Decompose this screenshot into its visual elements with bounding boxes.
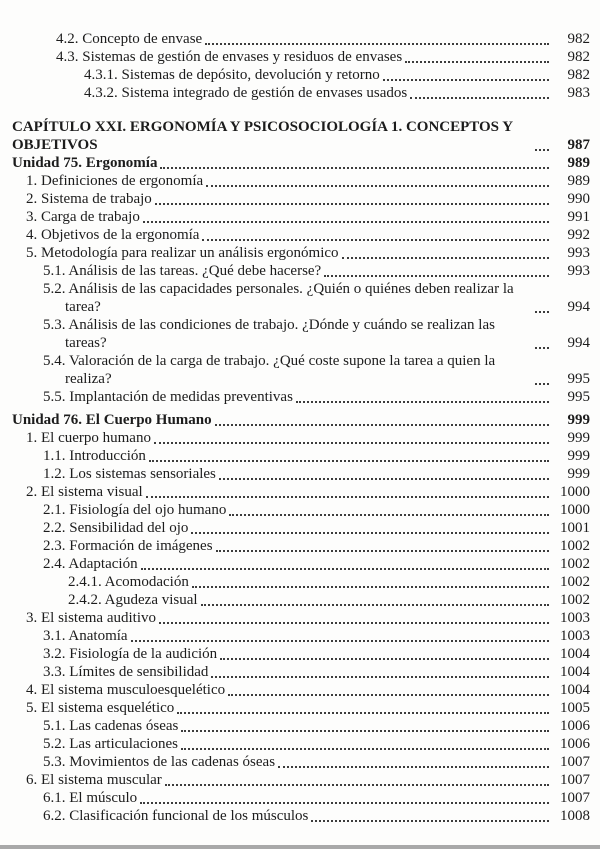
dot-leader (296, 401, 549, 403)
toc-entry (12, 573, 590, 591)
toc-entry (12, 483, 590, 501)
toc-entry-label: 4.3.2. Sistema integrado de gestión de envases usados (84, 85, 408, 101)
dot-leader (219, 478, 549, 480)
toc-entry-label: 2. El sistema visual (26, 484, 143, 500)
toc-entry (12, 84, 590, 102)
dot-leader (206, 185, 549, 187)
dot-leader (410, 97, 549, 99)
toc-entry (12, 447, 590, 465)
toc-entry-page-number: 1007 (560, 772, 590, 788)
toc-entry (12, 807, 590, 825)
dot-leader (220, 658, 549, 660)
toc-entry (12, 663, 590, 681)
toc-entry-label: 5.2. Las articulaciones (43, 736, 178, 752)
toc-entry-page-number: 991 (567, 209, 590, 225)
toc-entry (12, 262, 590, 280)
toc-entry-label: 1.1. Introducción (43, 448, 146, 464)
toc-entry-page-number: 1003 (560, 610, 590, 626)
dot-leader (181, 748, 549, 750)
dot-leader (146, 496, 549, 498)
toc-entry-label: CAPÍTULO XXI. ERGONOMÍA Y PSICOSOCIOLOGÍA 1. CONCEPTOS Y OBJETIVOS (12, 119, 513, 153)
toc-entry-page-number: 1008 (560, 808, 590, 824)
toc-entry (12, 66, 590, 84)
toc-entry (12, 208, 590, 226)
dot-leader (229, 514, 549, 516)
toc-entry-page-number: 994 (567, 299, 590, 315)
toc-entry-page-number: 1001 (560, 520, 590, 536)
toc-entry (12, 771, 590, 789)
toc-entry-page-number: 1002 (560, 574, 590, 590)
dot-leader (383, 79, 549, 81)
toc-entry-page-number: 1002 (560, 592, 590, 608)
toc-entry (12, 154, 590, 172)
toc-entry (12, 30, 590, 48)
toc-entry-page-number: 999 (567, 412, 590, 428)
dot-leader (131, 640, 549, 642)
toc-entry-label: 6. El sistema muscular (26, 772, 162, 788)
toc-entry (12, 591, 590, 609)
dot-leader (535, 149, 549, 151)
toc-entry-label: 3. El sistema auditivo (26, 610, 156, 626)
table-of-contents (12, 30, 590, 825)
toc-entry-page-number: 999 (567, 448, 590, 464)
toc-entry (12, 316, 590, 352)
toc-entry-label: 5.3. Análisis de las condiciones de trabajo. ¿Dónde y cuándo se realizan las tareas? (43, 317, 495, 351)
toc-entry-page-number: 995 (567, 371, 590, 387)
toc-entry-label: Unidad 75. Ergonomía (12, 155, 158, 171)
dot-leader (535, 311, 549, 313)
toc-entry-page-number: 1007 (560, 754, 590, 770)
dot-leader (149, 460, 549, 462)
dot-leader (143, 221, 549, 223)
toc-entry (12, 717, 590, 735)
toc-entry-label: 2.1. Fisiología del ojo humano (43, 502, 227, 518)
toc-entry (12, 501, 590, 519)
toc-entry (12, 519, 590, 537)
toc-entry (12, 118, 590, 154)
toc-entry (12, 172, 590, 190)
toc-entry-page-number: 1003 (560, 628, 590, 644)
toc-entry (12, 244, 590, 262)
toc-entry-page-number: 990 (567, 191, 590, 207)
dot-leader (141, 568, 549, 570)
toc-entry-page-number: 983 (567, 85, 590, 101)
toc-entry (12, 190, 590, 208)
toc-entry-label: 5.5. Implantación de medidas preventivas (43, 389, 293, 405)
toc-entry-label: 5.4. Valoración de la carga de trabajo. ¿Qué coste supone la tarea a quien la realiza? (43, 353, 496, 387)
toc-entry-label: 5.2. Análisis de las capacidades personales. ¿Quién o quiénes deben realizar la tarea? (43, 281, 514, 315)
toc-entry-label: 5. Metodología para realizar un análisis ergonómico (26, 245, 339, 261)
toc-entry-label: 6.1. El músculo (43, 790, 138, 806)
toc-entry-page-number: 989 (567, 173, 590, 189)
dot-leader (342, 257, 549, 259)
toc-entry (12, 411, 590, 429)
toc-entry-label: 2.2. Sensibilidad del ojo (43, 520, 189, 536)
toc-entry (12, 465, 590, 483)
toc-entry-page-number: 1007 (560, 790, 590, 806)
dot-leader (311, 820, 549, 822)
toc-entry-page-number: 994 (567, 335, 590, 351)
toc-entry-label: 4.3.1. Sistemas de depósito, devolución y retorno (84, 67, 380, 83)
dot-leader (405, 61, 549, 63)
toc-entry-page-number: 987 (567, 137, 590, 153)
toc-entry-page-number: 1004 (560, 664, 590, 680)
dot-leader (211, 676, 549, 678)
dot-leader (192, 586, 549, 588)
toc-entry-page-number: 995 (567, 389, 590, 405)
dot-leader (216, 550, 549, 552)
dot-leader (324, 275, 549, 277)
toc-entry (12, 735, 590, 753)
toc-entry-page-number: 1006 (560, 718, 590, 734)
toc-entry-label: 4.3. Sistemas de gestión de envases y residuos de envases (56, 49, 403, 65)
dot-leader (535, 383, 549, 385)
toc-entry (12, 699, 590, 717)
toc-entry (12, 280, 590, 316)
toc-entry-label: 3.2. Fisiología de la audición (43, 646, 218, 662)
dot-leader (181, 730, 549, 732)
toc-entry (12, 789, 590, 807)
toc-entry-label: 5.1. Análisis de las tareas. ¿Qué debe hacerse? (43, 263, 322, 279)
dot-leader (159, 622, 549, 624)
toc-entry-label: 6.2. Clasificación funcional de los músculos (43, 808, 309, 824)
toc-entry (12, 388, 590, 406)
dot-leader (160, 167, 549, 169)
toc-entry-page-number: 993 (567, 245, 590, 261)
toc-entry-label: 5.3. Movimientos de las cadenas óseas (43, 754, 276, 770)
toc-entry-page-number: 982 (567, 49, 590, 65)
toc-entry (12, 429, 590, 447)
toc-entry-page-number: 1006 (560, 736, 590, 752)
toc-entry-page-number: 993 (567, 263, 590, 279)
toc-entry-label: 1. El cuerpo humano (26, 430, 151, 446)
toc-entry-label: 4. Objetivos de la ergonomía (26, 227, 200, 243)
toc-entry (12, 48, 590, 66)
toc-entry (12, 753, 590, 771)
dot-leader (535, 347, 549, 349)
toc-entry (12, 555, 590, 573)
toc-entry-page-number: 1000 (560, 502, 590, 518)
toc-entry-label: 3. Carga de trabajo (26, 209, 140, 225)
toc-entry-page-number: 1000 (560, 484, 590, 500)
toc-entry (12, 226, 590, 244)
toc-entry-label: 2.3. Formación de imágenes (43, 538, 213, 554)
toc-entry-label: 1.2. Los sistemas sensoriales (43, 466, 216, 482)
dot-leader (205, 43, 549, 45)
toc-entry (12, 609, 590, 627)
toc-entry-page-number: 1005 (560, 700, 590, 716)
toc-entry-label: 2. Sistema de trabajo (26, 191, 152, 207)
dot-leader (155, 203, 549, 205)
toc-entry-label: 1. Definiciones de ergonomía (26, 173, 204, 189)
toc-entry (12, 681, 590, 699)
toc-entry-page-number: 999 (567, 466, 590, 482)
dot-leader (201, 604, 549, 606)
toc-entry-label: Unidad 76. El Cuerpo Humano (12, 412, 212, 428)
dot-leader (177, 712, 549, 714)
dot-leader (191, 532, 549, 534)
toc-entry-page-number: 982 (567, 31, 590, 47)
dot-leader (278, 766, 549, 768)
toc-entry (12, 627, 590, 645)
toc-entry (12, 537, 590, 555)
toc-entry-page-number: 982 (567, 67, 590, 83)
dot-leader (165, 784, 549, 786)
toc-entry-page-number: 1004 (560, 646, 590, 662)
toc-entry-label: 5. El sistema esquelético (26, 700, 175, 716)
dot-leader (202, 239, 549, 241)
dot-leader (215, 424, 549, 426)
toc-entry-page-number: 989 (567, 155, 590, 171)
toc-entry-page-number: 992 (567, 227, 590, 243)
toc-entry (12, 645, 590, 663)
toc-entry-page-number: 999 (567, 430, 590, 446)
toc-entry-page-number: 1002 (560, 556, 590, 572)
dot-leader (154, 442, 549, 444)
toc-entry-page-number: 1004 (560, 682, 590, 698)
toc-entry-label: 2.4.1. Acomodación (68, 574, 189, 590)
toc-entry (12, 352, 590, 388)
toc-entry-label: 3.3. Límites de sensibilidad (43, 664, 209, 680)
toc-entry-label: 2.4. Adaptación (43, 556, 138, 572)
dot-leader (228, 694, 549, 696)
toc-entry-label: 3.1. Anatomía (43, 628, 128, 644)
toc-entry-page-number: 1002 (560, 538, 590, 554)
dot-leader (140, 802, 549, 804)
toc-entry-label: 5.1. Las cadenas óseas (43, 718, 179, 734)
toc-entry-label: 2.4.2. Agudeza visual (68, 592, 198, 608)
toc-entry-label: 4. El sistema musculoesquelético (26, 682, 226, 698)
toc-entry-label: 4.2. Concepto de envase (56, 31, 203, 47)
